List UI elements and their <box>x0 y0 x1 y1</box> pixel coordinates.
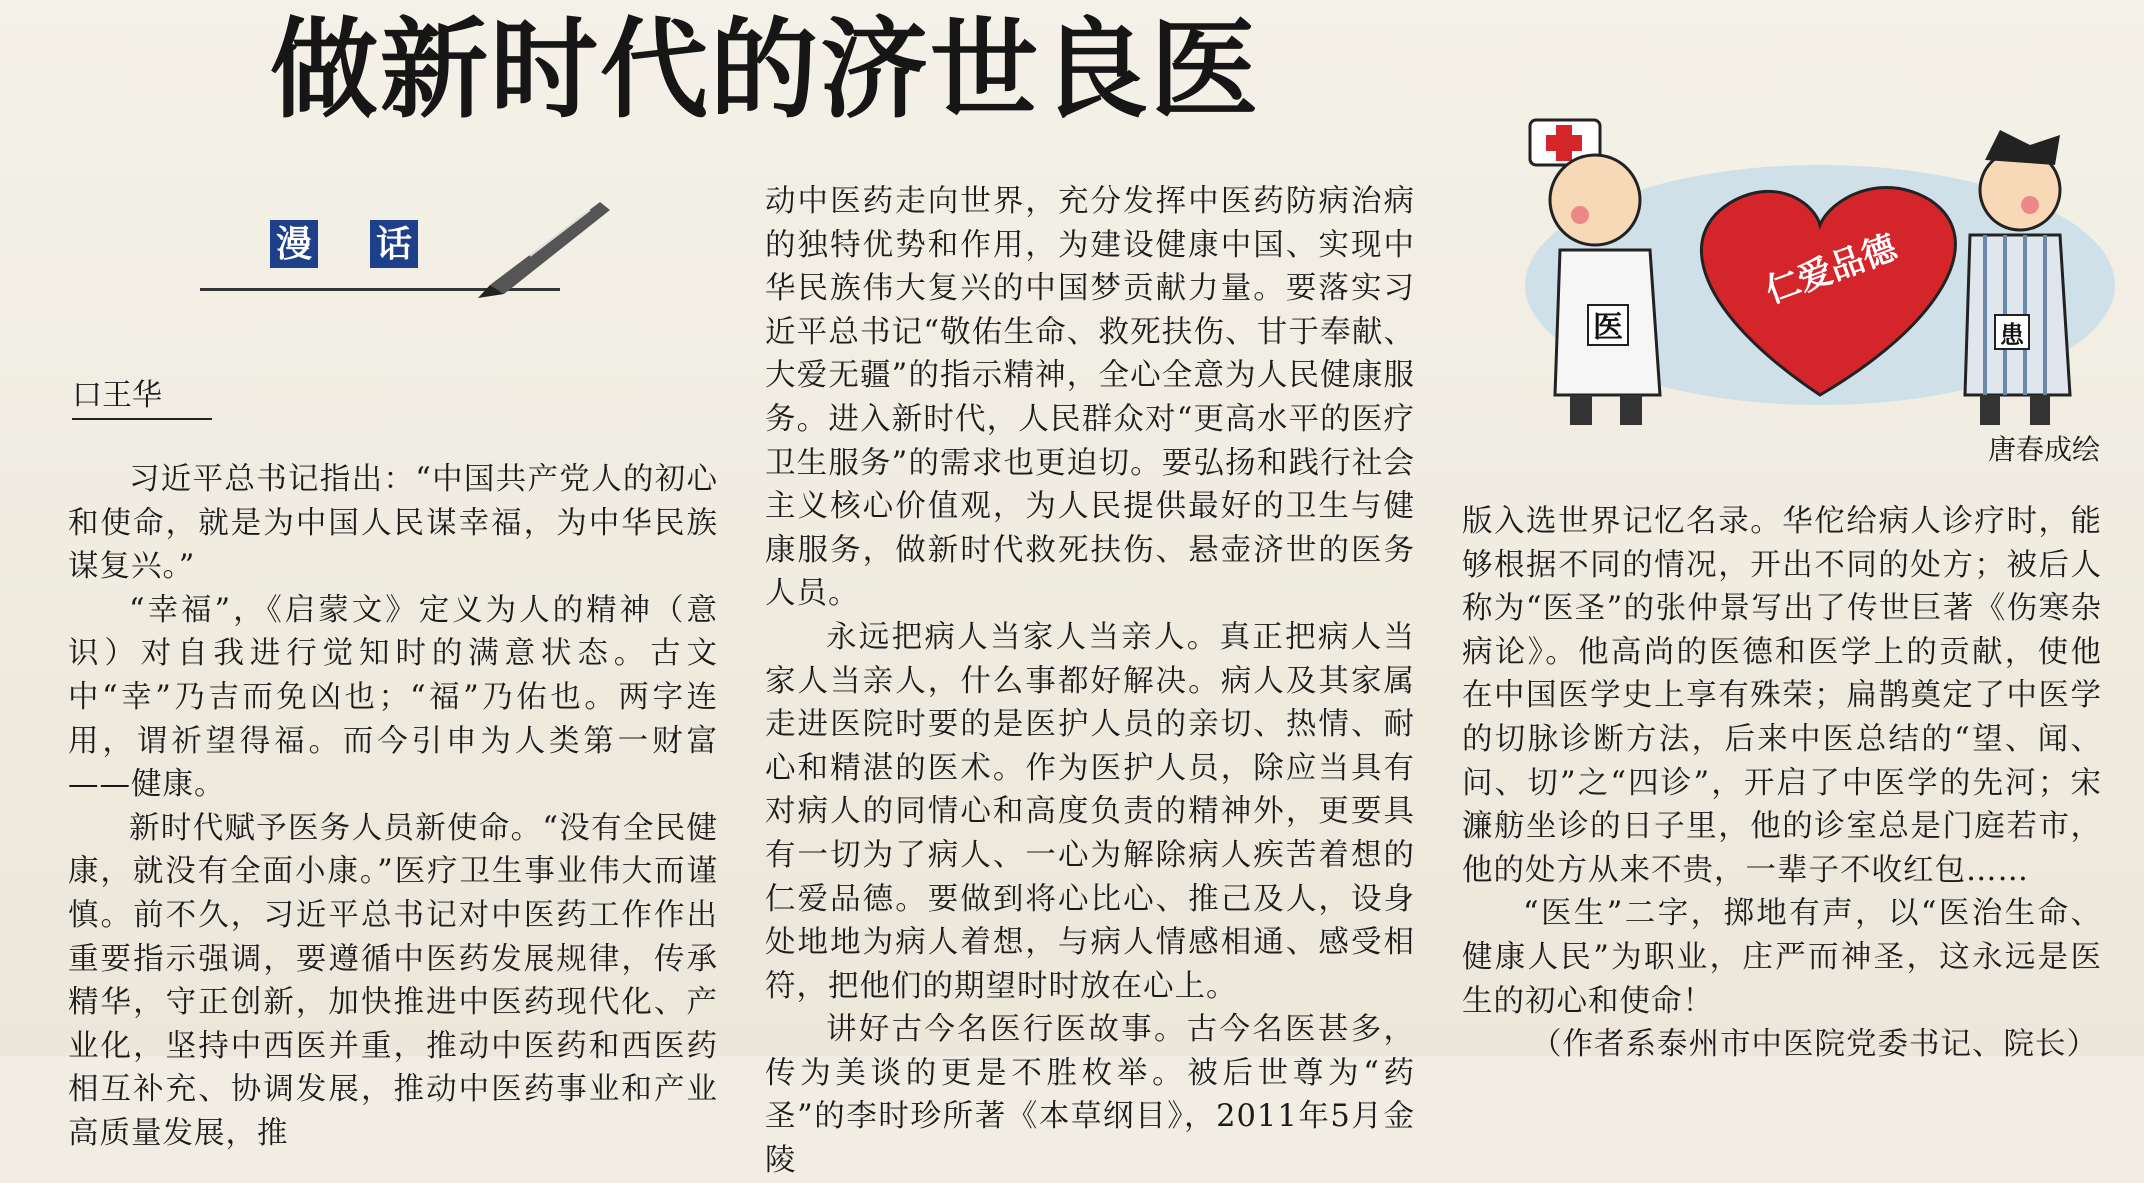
column-tag <box>200 190 620 300</box>
article-column-3 <box>1462 500 2102 1063</box>
heart-text: 仁爱品德 <box>1760 227 1902 312</box>
paragraph: 习近平总书记指出：“中国共产党人的初心和使命，就是为中国人民谋幸福，为中华民族谋复兴。” <box>68 462 718 585</box>
pen-icon <box>470 190 620 300</box>
headline: 做新时代的济世良医 <box>270 8 1261 133</box>
illustration-credit: 唐春成绘 <box>1987 433 2100 466</box>
byline: 口王华 <box>72 374 212 420</box>
paragraph: “医生”二字，掷地有声，以“医治生命、健康人民”为职业，庄严而神圣，这永远是医生的初心和使命！ <box>1462 896 2102 1019</box>
paragraph: 永远把病人当家人当亲人。真正把病人当家人当亲人，什么事都好解决。病人及其家属走进医院时要的是医护人员的亲切、热情、耐心和精湛的医术。作为医护人员，除应当具有对病人的同情心和高度负责的精神外，更要具有一切为了病人、一心为解除病人疾苦着想的仁爱品德。要做到将心比心、推己及人，设身处地地为病人着想，与病人情感相通、感受相符，把他们的期望时时放在心上。 <box>765 619 1415 1004</box>
doctor-patient-heart-cartoon <box>1500 105 2120 435</box>
article-column-2 <box>765 180 1415 1179</box>
author-note: （作者系泰州市中医院党委书记、院长） <box>1531 1027 2098 1063</box>
paragraph: 版入选世界记忆名录。华佗给病人诊疗时，能够根据不同的情况，开出不同的处方；被后人称为“医圣”的张仲景写出了传世巨著《伤寒杂病论》。他高尚的医德和医学上的贡献，使他在中国医学史上享有殊荣；扁鹊奠定了中医学的切脉诊断方法，后来中医总结的“望、闻、问、切”之“四诊”，开启了中医学的先河；宋濂舫坐诊的日子里，他的诊室总是门庭若市，他的处方从来不贵，一辈子不收红包…… <box>1462 504 2102 888</box>
column-tag-char: 话 <box>370 220 418 268</box>
article-column-1 <box>68 458 718 1151</box>
show-through-text <box>1330 4 2120 74</box>
doctor-badge: 医 <box>1593 310 1623 345</box>
patient-badge: 患 <box>2000 321 2024 349</box>
paragraph: “幸福”，《启蒙文》定义为人的精神（意识）对自我进行觉知时的满意状态。古文中“幸”乃吉而免凶也；“福”乃佑也。两字连用，谓祈望得福。而今引申为人类第一财富——健康。 <box>68 592 718 803</box>
column-tag-char: 漫 <box>270 220 318 268</box>
paragraph: 新时代赋予医务人员新使命。“没有全民健康，就没有全面小康。”医疗卫生事业伟大而谨慎。前不久，习近平总书记对中医药工作作出重要指示强调，要遵循中医药发展规律，传承精华，守正创新，加快推进中医药现代化、产业化，坚持中西医并重，推动中医药和西医药相互补充、协调发展，推动中医药事业和产业高质量发展，推 <box>68 810 718 1151</box>
paragraph: 讲好古今名医行医故事。古今名医甚多，传为美谈的更是不胜枚举。被后世尊为“药圣”的李时珍所著《本草纲目》，2011年5月金陵 <box>765 1012 1415 1179</box>
paragraph: 动中医药走向世界，充分发挥中医药防病治病的独特优势和作用，为建设健康中国、实现中华民族伟大复兴的中国梦贡献力量。要落实习近平总书记“敬佑生命、救死扶伤、甘于奉献、大爱无疆”的指示精神，全心全意为人民健康服务。进入新时代，人民群众对“更高水平的医疗卫生服务”的需求也更迫切。要弘扬和践行社会主义核心价值观，为人民提供最好的卫生与健康服务，做新时代救死扶伤、悬壶济世的医务人员。 <box>765 184 1415 612</box>
